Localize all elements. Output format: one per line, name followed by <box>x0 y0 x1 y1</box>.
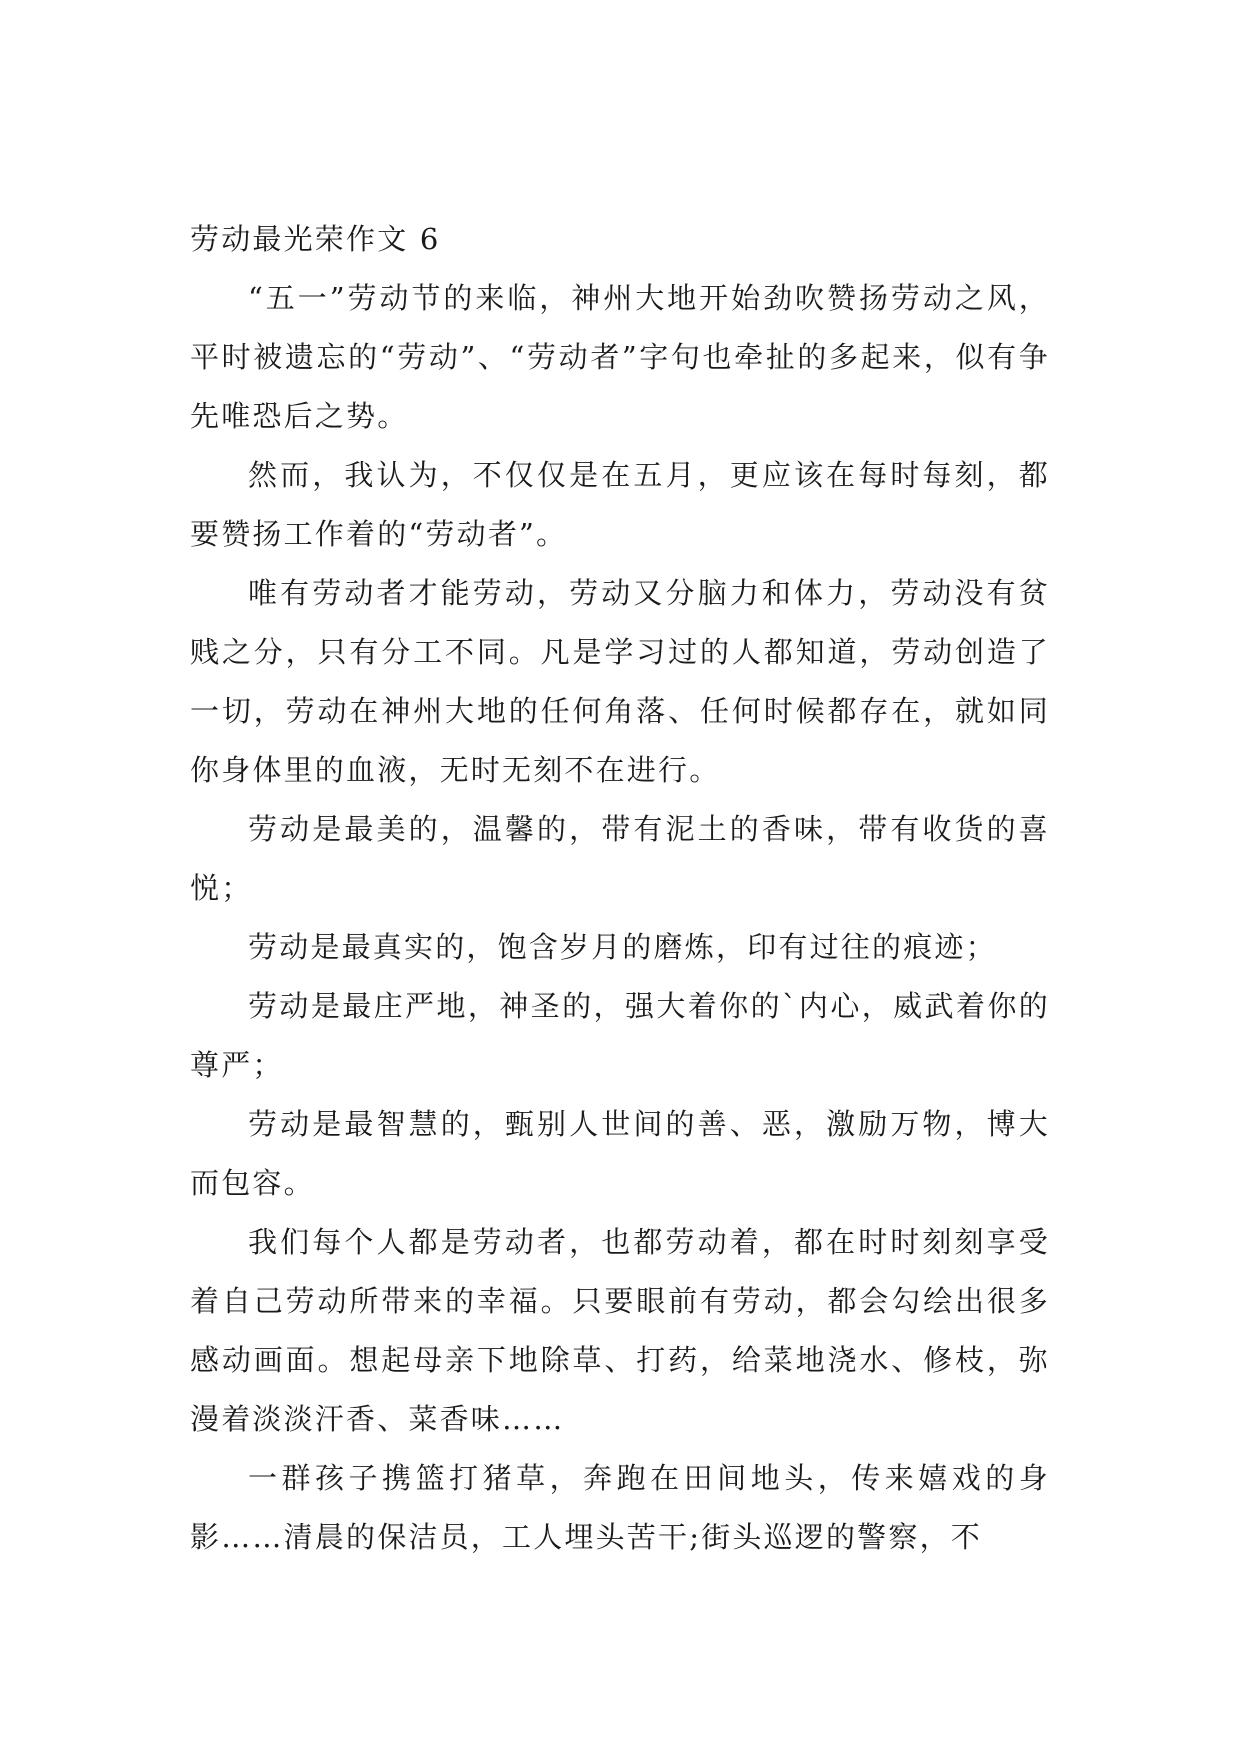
document-body <box>190 210 1050 1567</box>
paragraph-2: 然而，我认为，不仅仅是在五月，更应该在每时每刻，都要赞扬工作着的“劳动者”。 <box>190 458 1050 551</box>
paragraph-1: “五一”劳动节的来临，神州大地开始劲吹赞扬劳动之风，平时被遗忘的“劳动”、“劳动者”字句也牵扯的多起来，似有争先唯恐后之势。 <box>190 281 1050 433</box>
paragraph-8: 我们每个人都是劳动者，也都劳动着，都在时时刻刻享受着自己劳动所带来的幸福。只要眼前有劳动，都会勾绘出很多感动画面。想起母亲下地除草、打药，给菜地浇水、修枝，弥漫着淡淡汗香、菜香味…… <box>190 1225 1050 1436</box>
paragraph-4: 劳动是最美的，温馨的，带有泥土的香味，带有收货的喜悦； <box>190 812 1050 905</box>
paragraph-3: 唯有劳动者才能劳动，劳动又分脑力和体力，劳动没有贫贱之分，只有分工不同。凡是学习过的人都知道，劳动创造了一切，劳动在神州大地的任何角落、任何时候都存在，就如同你身体里的血液，无时无刻不在进行。 <box>190 576 1050 787</box>
paragraph-7: 劳动是最智慧的，甄别人世间的善、恶，激励万物，博大而包容。 <box>190 1107 1050 1200</box>
document-title: 劳动最光荣作文 6 <box>190 222 441 256</box>
paragraph-9: 一群孩子携篮打猪草，奔跑在田间地头，传来嬉戏的身影……清晨的保洁员，工人埋头苦干;街头巡逻的警察，不 <box>190 1461 1050 1554</box>
paragraph-5: 劳动是最真实的，饱含岁月的磨炼，印有过往的痕迹； <box>248 930 997 964</box>
paragraph-6: 劳动是最庄严地，神圣的，强大着你的`内心，威武着你的尊严； <box>190 989 1050 1082</box>
